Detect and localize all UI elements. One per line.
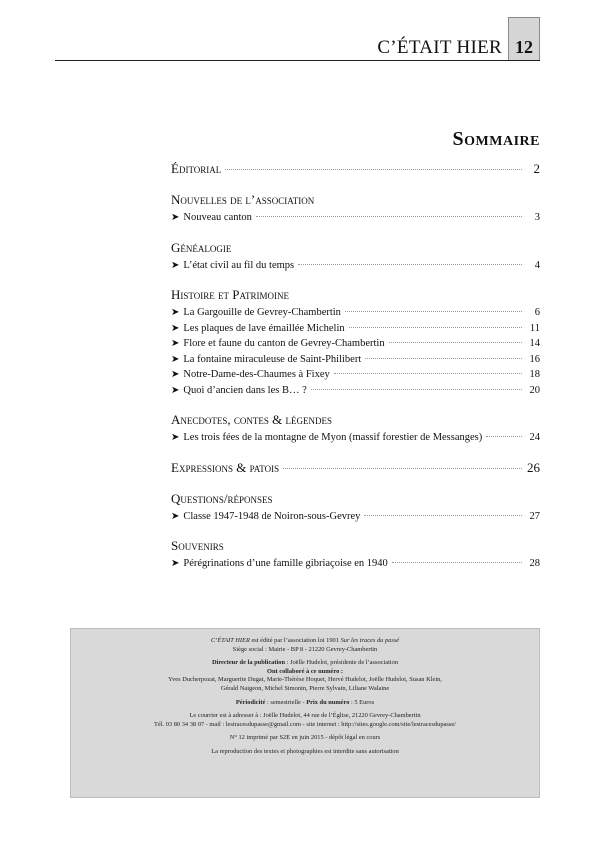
entry-title: ➤ Quoi d’ancien dans les B… ? [171, 383, 307, 399]
contact-block: Le courrier est à adresser à : Joëlle Hudelot, 44 rue de l’Église, 21220 Gevrey-Chambertin Tél. 03 80 34 38 07 - mail : lestracesdupasse@gmail.com - site internet : http://sites.google.com/site/lestracesdupasse/ [154, 712, 456, 728]
toc-section-heading [171, 286, 540, 304]
issue-number: 12 [508, 17, 540, 61]
toc-section [171, 411, 540, 446]
direction-block: Directeur de la publication : Joëlle Hudelot, présidente de l’association Ont collaboré à ce numéro : Yves Ducherpozat, Marguerite Dugat, Marie-Thérèse Hoquet, Hervé Hudelot, Joëlle Hudelot, Susan Klein, Gérald Naigeon, Michel Simonin, Pierre Sylvain, Liliane Walaine [168, 659, 442, 692]
toc-entry [171, 509, 540, 525]
toc-entry [171, 336, 540, 352]
page-number: 20 [529, 384, 540, 396]
entry-title: ➤ La Gargouille de Gevrey-Chambertin [171, 305, 341, 321]
toc-section [171, 160, 540, 178]
entry-title: ➤ Notre-Dame-des-Chaumes à Fixey [171, 367, 330, 383]
toc-entry [171, 367, 540, 383]
section-title: Anecdotes, contes & légendes [171, 412, 332, 427]
page-number: 14 [529, 338, 540, 349]
page-number: 26 [527, 459, 540, 475]
dot-leader [256, 216, 522, 217]
entry-title: ➤ L’état civil au fil du temps [171, 258, 294, 274]
toc-section-heading [171, 239, 540, 257]
toc-entry [171, 556, 540, 572]
section-title: Questions/réponses [171, 490, 273, 506]
entry-title: ➤ Les plaques de lave émaillée Michelin [171, 321, 345, 337]
toc-entry [171, 430, 540, 446]
dot-leader [334, 373, 522, 374]
page-number: 18 [529, 369, 540, 380]
dot-leader [392, 562, 522, 563]
toc-section-heading [171, 160, 540, 178]
toc-section-heading [171, 490, 540, 508]
dot-leader [365, 358, 522, 359]
toc-section [171, 537, 540, 572]
entry-title: ➤ Les trois fées de la montagne de Myon (massif forestier de Messanges) [171, 430, 482, 446]
toc-entry [171, 352, 540, 368]
page-number: 28 [529, 558, 540, 569]
dot-leader [349, 327, 522, 328]
page-number: 6 [534, 307, 540, 318]
dot-leader [311, 389, 522, 390]
page-number: 4 [534, 259, 540, 271]
page-number: 24 [529, 432, 540, 443]
publisher-line: C’ÉTAIT HIER est édité par l’association loi 1901 Sur les traces du passé Siège social : Mairie - BP 8 - 21220 Gevrey-Chambertin [210, 637, 400, 653]
toc-entry [171, 258, 540, 274]
toc-section [171, 286, 540, 398]
section-title: Expressions & patois [171, 459, 280, 475]
dot-leader [225, 169, 522, 170]
page-number: 11 [529, 322, 540, 334]
dot-leader [298, 264, 522, 265]
credits-box [70, 628, 540, 798]
entry-title: ➤ Flore et faune du canton de Gevrey-Chambertin [171, 336, 385, 352]
dot-leader [345, 311, 522, 312]
header-rule [55, 60, 540, 61]
section-title: Histoire et Patrimoine [171, 287, 289, 302]
page-number: 27 [529, 510, 540, 522]
section-title: Souvenirs [171, 538, 224, 553]
print-line: N° 12 imprimé par S2E en juin 2015 - dépôt légal en cours [229, 734, 381, 742]
toc-section [171, 191, 540, 226]
page-number: 16 [529, 353, 540, 365]
toc-section [171, 459, 540, 477]
section-title: Nouvelles de l’association [171, 192, 315, 207]
rights-line: La reproduction des textes et photographies est interdite sans autorisation [211, 747, 399, 755]
association-name: Sur les traces du passé [340, 637, 400, 644]
contributors-label: Ont collaboré à ce numéro : [266, 667, 344, 675]
entry-title: ➤ Pérégrinations d’une famille gibriaçoise en 1940 [171, 556, 388, 572]
page-number: 3 [534, 212, 540, 223]
entry-title: ➤ Classe 1947-1948 de Noiron-sous-Gevrey [171, 509, 360, 525]
toc-entry [171, 210, 540, 226]
toc-entry [171, 305, 540, 321]
toc-section [171, 490, 540, 525]
periodicity-line: Périodicité : semestrielle - Prix du numéro : 5 Euros [235, 698, 375, 706]
toc-section-heading [171, 459, 540, 477]
table-of-contents [171, 160, 540, 585]
toc-section [171, 239, 540, 274]
dot-leader [486, 436, 522, 437]
dot-leader [389, 342, 522, 343]
siege-line: Siège social : Mairie - BP 8 - 21220 Gevrey-Chambertin [232, 645, 378, 653]
entry-title: ➤ Nouveau canton [171, 210, 252, 226]
toc-title: Sommaire [452, 128, 540, 150]
journal-title: C’ÉTAIT HIER [377, 37, 502, 58]
publisher-name: C’ÉTAIT HIER [210, 637, 250, 644]
entry-title: ➤ La fontaine miraculeuse de Saint-Philibert [171, 352, 361, 368]
toc-entry [171, 383, 540, 399]
toc-section-heading [171, 411, 540, 429]
section-title: Généalogie [171, 239, 232, 255]
toc-section-heading [171, 191, 540, 209]
page-number: 2 [533, 161, 540, 176]
dot-leader [283, 468, 522, 469]
section-title: Éditorial [171, 161, 222, 176]
toc-entry [171, 321, 540, 337]
running-header [377, 31, 540, 61]
toc-section-heading [171, 537, 540, 555]
dot-leader [364, 515, 522, 516]
